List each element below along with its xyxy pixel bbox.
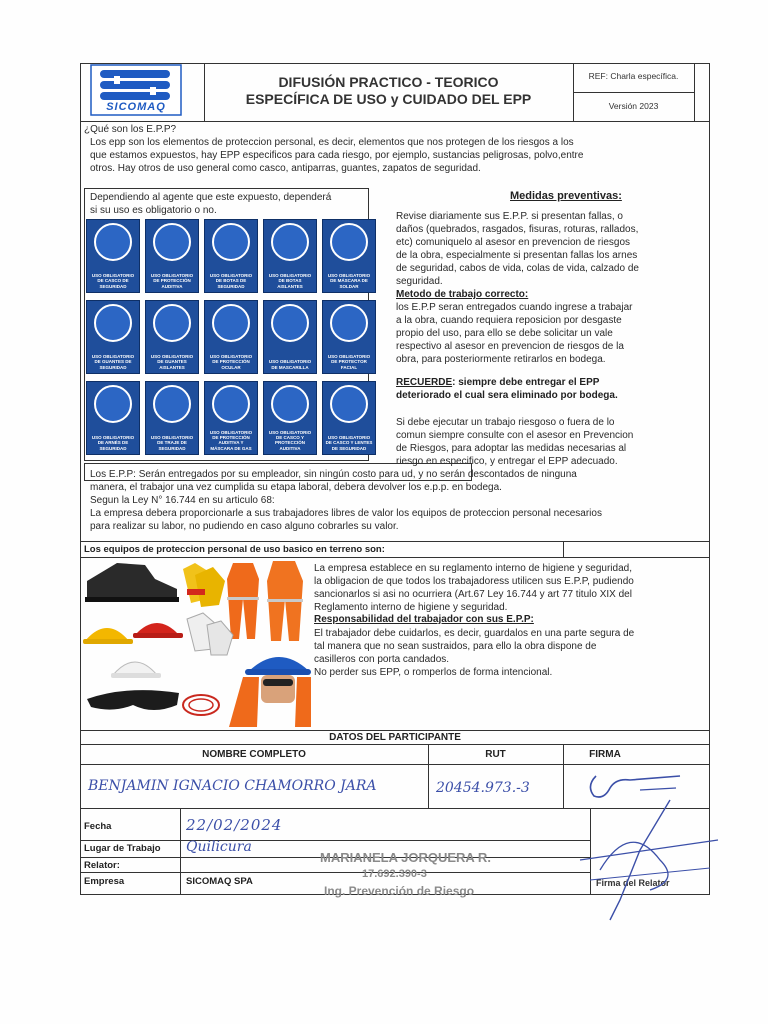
basic-line: la obligacion de que todos los trabajadoress utilicen sus E.P.P, pudiendo [314,576,634,587]
risk-line: riesgo en especifico, y entregar el EPP adecuado. [396,456,618,467]
mandatory-sign-label: USO OBLIGATORIO DE PROTECCIÓN AUDITIVA Y MÁSCARA DE GAS [209,429,253,451]
lanyard-icon [183,695,219,715]
intro-line: que estamos expuestos, hay EPP especificos para cada riesgo, por ejemplo, sustancias peligrosas, polvo,entre [90,150,584,161]
lugar-label: Lugar de Trabajo [84,843,161,854]
mandatory-sign-label: USO OBLIGATORIO DE PROTECTOR FACIAL [327,354,371,370]
mandatory-sign [263,300,317,374]
mandatory-sign-label: USO OBLIGATORIO DE TRAJE DE SEGURIDAD [150,435,194,451]
mandatory-sign [204,219,258,293]
preventive-line: de la obra, especialmente si presentan fallas los arnes [396,250,638,261]
mandatory-sign-label: USO OBLIGATORIO DE PROTECCIÓN AUDITIVA [150,273,194,289]
delivery-line: manera, el trabajor una vez cumplida su etapa laboral, debera devolver los e.p.p. en bodega. [90,482,502,493]
method-line: a la obra, cuando requiera reposicion por desgaste [396,315,622,326]
sign-panel-text: si su uso es obligatorio o no. [90,205,217,216]
basic-line: La empresa establece en su reglamento interno de higiene y seguridad, [314,563,632,574]
ppe-pictogram-icon [94,304,132,342]
risk-line: comun siempre consulte con el asesor en Prevencion [396,430,634,441]
ppe-illustration [83,559,311,727]
remember-line [396,377,599,388]
method-heading: Metodo de trabajo correcto: [396,289,529,300]
ppe-pictogram-icon [271,223,309,261]
mandatory-sign-label: USO OBLIGATORIO DE BOTAS DE SEGURIDAD [209,273,253,289]
mandatory-sign [263,219,317,293]
participant-section-title: DATOS DEL PARTICIPANTE [329,732,461,743]
rut-column-header: RUT [485,749,506,760]
mandatory-sign-label: USO OBLIGATORIO DE MÁSCARA DE SOLDAR [327,273,371,289]
preventive-line: de seguridad, cabos de vida, colas de vida, calzado de [396,263,639,274]
version-label: Versión 2023 [608,101,659,111]
company-logo [90,64,182,116]
ppe-pictogram-icon [94,223,132,261]
preventive-line: etc) comuniquelo al asesor en prevencion de riesgos [396,237,631,248]
remember-label: RECUERDE [396,377,453,388]
delivery-line: Los E.P.P: Serán entregados por su empleador, sin ningún costo para ud, y no serán descontados de ninguna [90,469,577,480]
ppe-pictogram-icon [212,304,250,342]
responsibility-heading: Responsabilidad del trabajador con sus E.P.P: [314,614,534,625]
sign-column-header: FIRMA [589,749,621,760]
ppe-pictogram-icon [212,385,250,423]
remember-text: : siempre debe entregar el EPP [452,377,600,388]
preventive-line: seguridad. [396,276,443,287]
ppe-pictogram-icon [330,385,368,423]
mandatory-sign-label: USO OBLIGATORIO DE MASCARILLA [268,359,312,370]
basic-heading: Los equipos de proteccion personal de uso basico en terreno son: [84,544,385,555]
empresa-value: SICOMAQ SPA [186,876,253,887]
preventive-heading: Medidas preventivas: [510,190,622,202]
mandatory-sign [145,219,199,293]
mandatory-sign-label: USO OBLIGATORIO DE GUANTES AISLANTES [150,354,194,370]
basic-line: sancionarlos si asi no ocurriera (Art.67 Ley 16.744 y art 77 titulo XIX del [314,589,632,600]
ppe-pictogram-icon [94,385,132,423]
reference-label: REF: Charla específica. [588,71,679,81]
basic-line: tal manera que no sean sustraidos, para ello la obra dispone de [314,641,597,652]
method-line: obra, para posteriormente retirarlos en bodega. [396,354,606,365]
work-gloves-icon [183,563,225,607]
participant-rut-value: 20454.973.-3 [436,780,530,796]
sign-panel-text: Dependiendo al agente que este expuesto, dependerá [90,192,332,203]
relator-signature-label: Firma del Relator [596,878,670,888]
hard-hat-icon [83,623,183,678]
ppe-pictogram-icon [153,304,191,342]
intro-line: otros. Hay otros de uso general como casco, antiparras, guantes, zapatos de seguridad. [90,163,481,174]
mandatory-sign [204,381,258,455]
mandatory-sign [322,381,376,455]
mandatory-sign [263,381,317,455]
participant-name-value: BENJAMIN IGNACIO CHAMORRO JARA [88,778,377,794]
leather-gloves-icon [187,613,233,655]
mandatory-sign-label: USO OBLIGATORIO DE PROTECCIÓN OCULAR [209,354,253,370]
logo-text: SICOMAQ [106,101,166,113]
mandatory-sign [86,300,140,374]
name-column-header: NOMBRE COMPLETO [202,749,306,760]
worker-helmet-icon [229,657,311,727]
basic-line: El trabajador debe cuidarlos, es decir, guardalos en una parte segura de [314,628,635,639]
mandatory-sign [86,219,140,293]
risk-line: Si debe ejecutar un trabajo riesgoso o fuera de lo [396,417,615,428]
ppe-pictogram-icon [330,223,368,261]
remember-line2: deteriorado el cual sera eliminado por bodega. [396,390,618,401]
stamp-name: MARIANELA JORQUERA R. [320,850,491,865]
empresa-label: Empresa [84,876,125,887]
mandatory-sign [204,300,258,374]
ppe-pictogram-icon [330,304,368,342]
basic-line: casilleros con porta candados. [314,654,450,665]
mandatory-sign-label: USO OBLIGATORIO DE GUANTES DE SEGURIDAD [91,354,135,370]
method-line: respectivo al asesor en prevencion de riesgos de la [396,341,624,352]
mandatory-sign [86,381,140,455]
delivery-line: La empresa debera proporcionarle a sus trabajadores libres de valor los equipos de proteccion personal necesarios [90,508,602,519]
document-title-line2: ESPECÍFICA DE USO y CUIDADO DEL EPP [245,91,532,107]
intro-question: ¿Qué son los E.P.P? [84,124,177,135]
ppe-pictogram-icon [153,223,191,261]
safety-glasses-icon [87,690,179,710]
mandatory-sign-label: USO OBLIGATORIO DE ARNÉS DE SEGURIDAD [91,435,135,451]
ppe-pictogram-icon [271,385,309,423]
ppe-pictogram-icon [271,304,309,342]
preventive-line: daños (quebrados, rasgados, fisuras, roturas, rallados, [396,224,639,235]
method-line: propio del uso, para ello se debe solicitar un vale [396,328,613,339]
ppe-pictogram-icon [153,385,191,423]
mandatory-sign-label: USO OBLIGATORIO DE CASCO DE SEGURIDAD [91,273,135,289]
fecha-label: Fecha [84,821,112,832]
stamp-title: Ing. Prevención de Riesgo [324,884,475,898]
mandatory-sign [145,381,199,455]
mandatory-sign-label: USO OBLIGATORIO DE BOTAS AISLANTES [268,273,312,289]
mandatory-sign-label: USO OBLIGATORIO DE CASCO Y PROTECCIÓN AUDITIVA [268,429,312,451]
risk-line: de Riesgos, para adoptar las medidas necesarias al [396,443,627,454]
ppe-pictogram-icon [212,223,250,261]
delivery-line: Segun la Ley N° 16.744 en su articulo 68: [90,495,275,506]
mandatory-sign-label: USO OBLIGATORIO DE CASCO Y LENTES DE SEGURIDAD [325,435,373,451]
lugar-value: Quilicura [186,839,252,855]
mandatory-sign [322,300,376,374]
mandatory-sign [322,219,376,293]
method-line: los E.P.P seran entregados cuando ingrese a trabajar [396,302,633,313]
basic-line: Reglamento interno de higiene y seguridad. [314,602,508,613]
delivery-line: para realizar su labor, no pudiendo en caso alguno cobrarles su valor. [90,521,399,532]
fecha-value: 22/02/2024 [186,816,283,834]
relator-label: Relator: [84,860,120,871]
document-title-line1: DIFUSIÓN PRACTICO - TEORICO [278,74,499,90]
relator-signature [570,790,720,930]
coverall-icon [227,561,303,641]
safety-boot-icon [85,563,179,602]
preventive-line: Revise diariamente sus E.P.P. si presentan fallas, o [396,211,623,222]
basic-line: No perder sus EPP, o romperlos de forma intencional. [314,667,553,678]
stamp-id: 17.692.390-3 [362,868,427,880]
intro-line: Los epp son los elementos de proteccion personal, es decir, elementos que nos protegen de los riesgos a los [90,137,574,148]
mandatory-sign [145,300,199,374]
